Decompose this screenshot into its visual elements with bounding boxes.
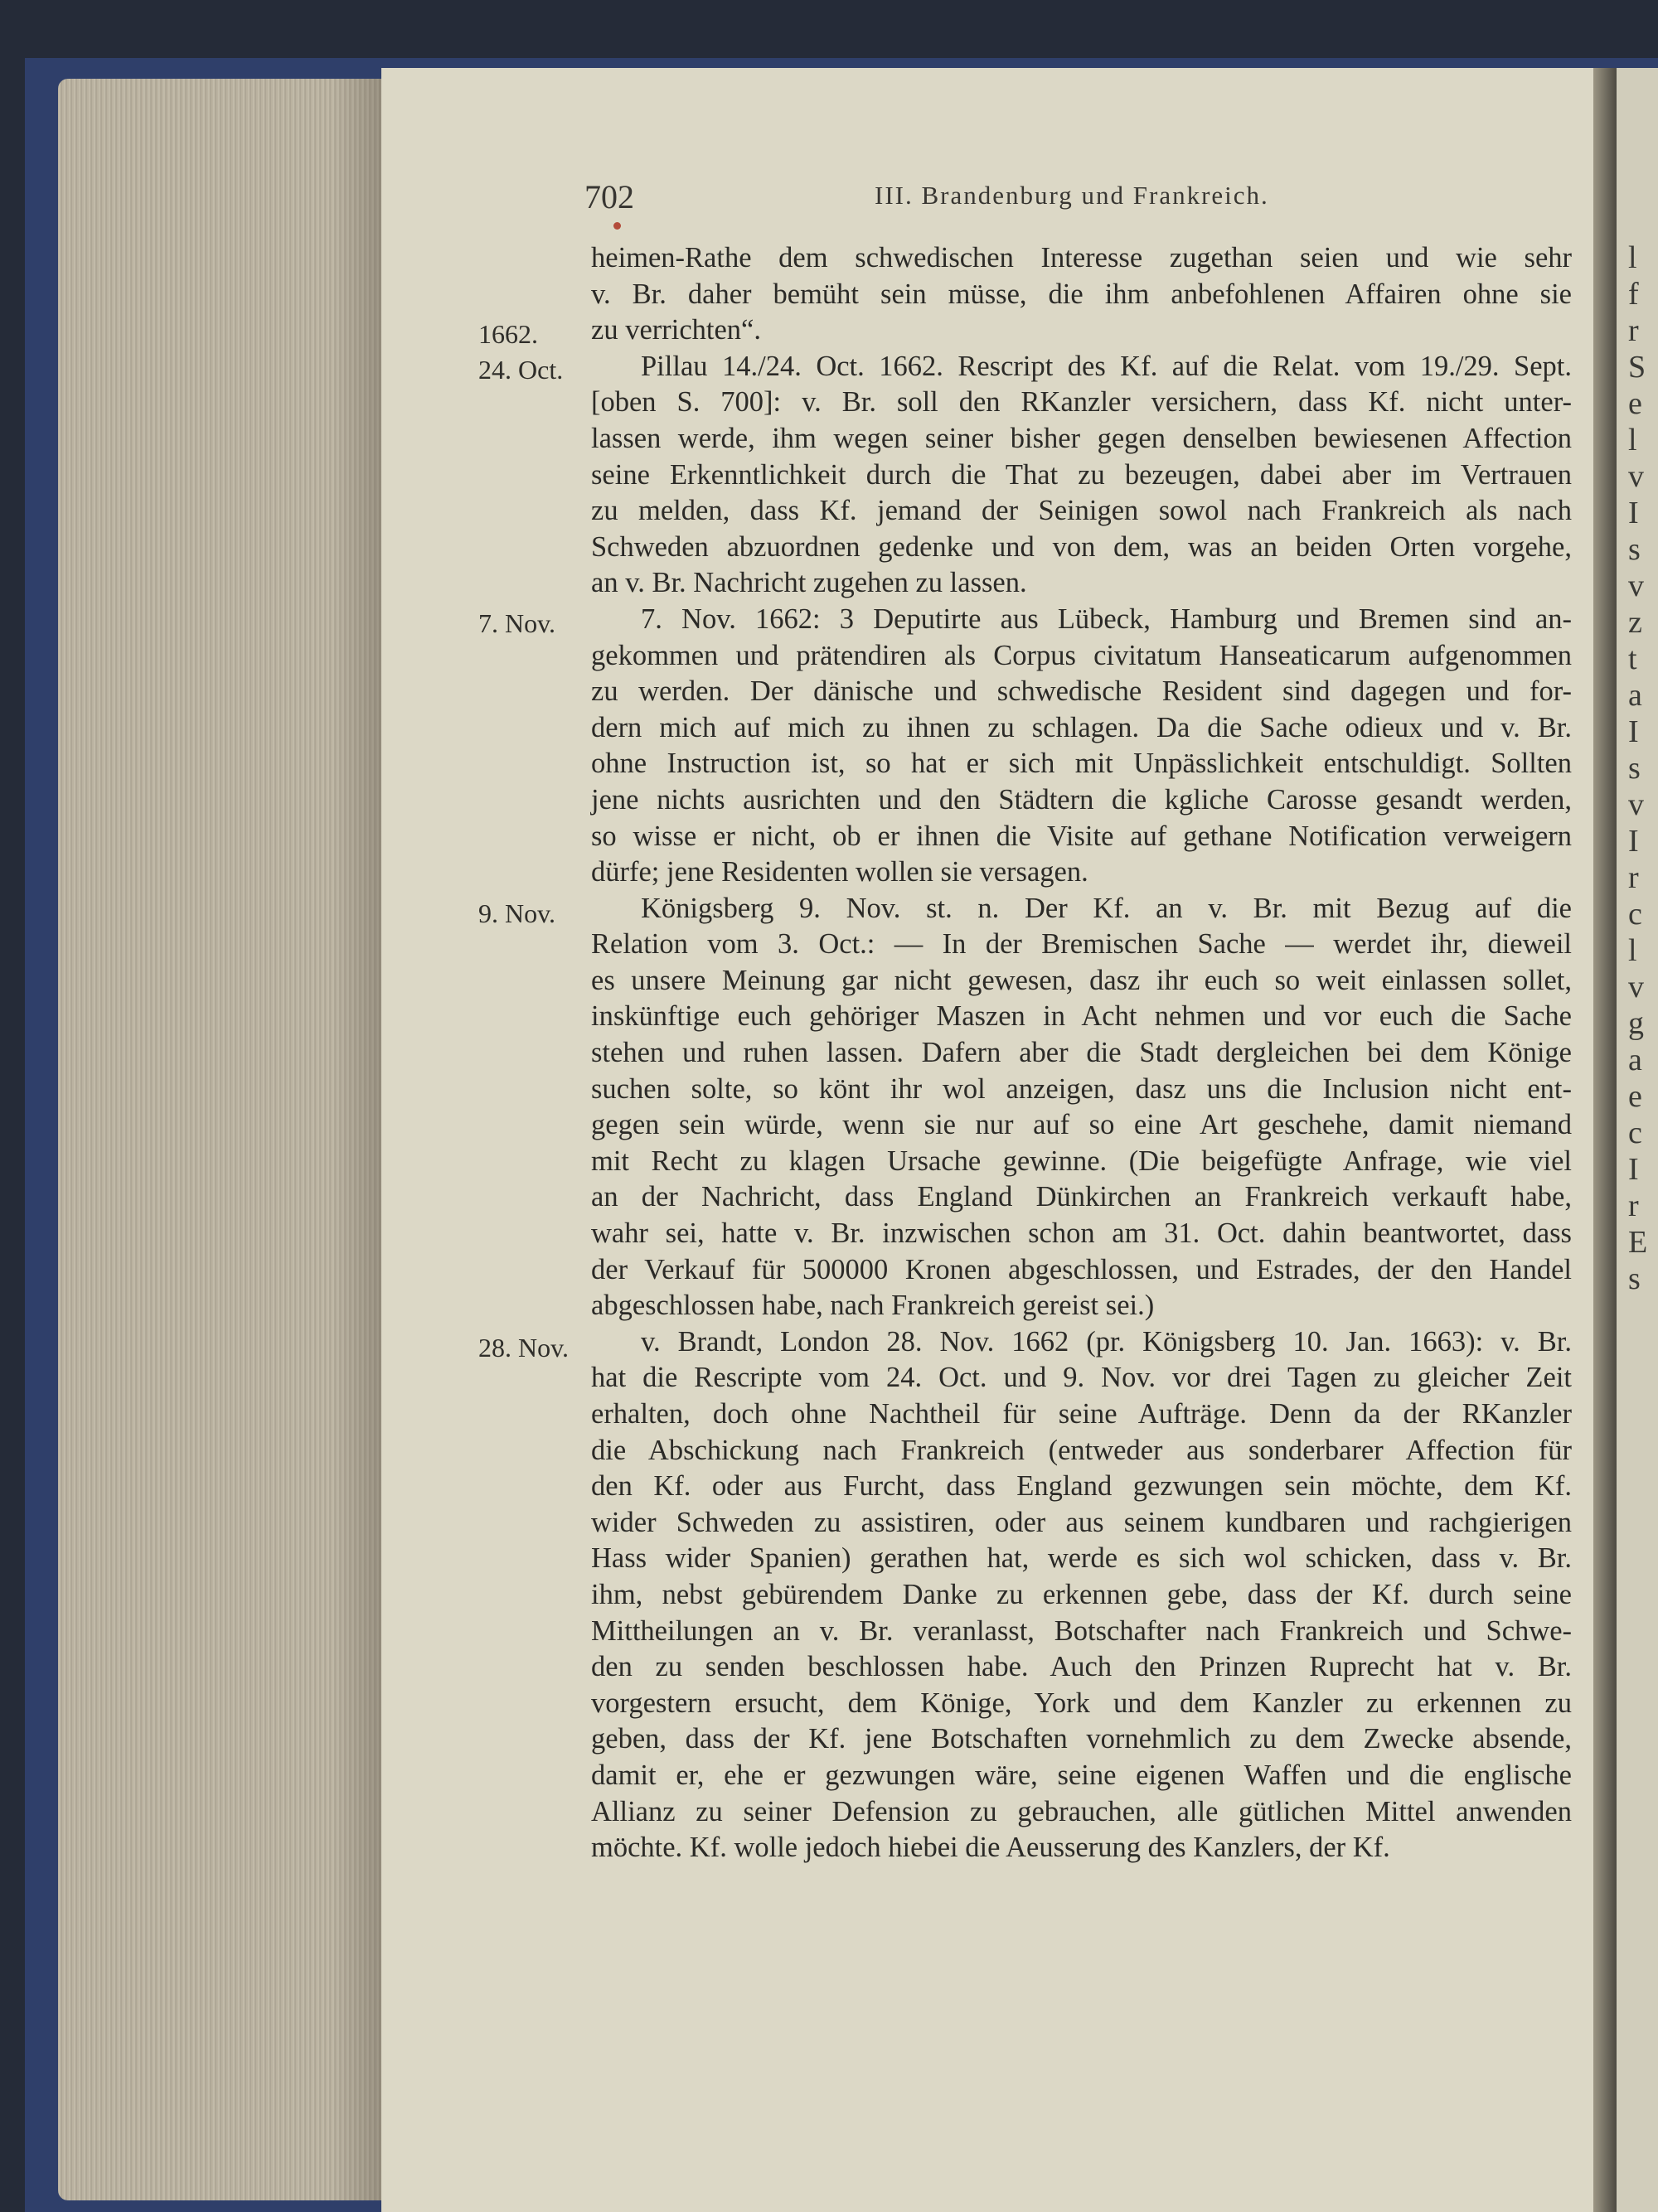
facing-page-fragment: E (1628, 1225, 1648, 1260)
facing-page-fragment: I (1628, 824, 1639, 859)
margin-date: 24. Oct. (478, 355, 564, 385)
facing-page-fragment: v (1628, 459, 1644, 494)
text-line: vorgestern ersucht, dem Könige, York und dem Kanzler zu erkennen zu (591, 1687, 1572, 1719)
margin-date: 7. Nov. (478, 608, 556, 638)
facing-page-fragment: a (1628, 678, 1642, 713)
text-line: Mittheilungen an v. Br. veranlasst, Botschafter nach Frankreich und Schwe- (591, 1614, 1572, 1647)
facing-page-fragment: z (1628, 605, 1642, 640)
facing-page-fragment: I (1628, 496, 1639, 530)
facing-page-fragment: l (1628, 933, 1637, 968)
text-line: den Kf. oder aus Furcht, dass England gezwungen sein möchte, dem Kf. (591, 1470, 1572, 1503)
text-line: der Verkauf für 500000 Kronen abgeschlossen, und Estrades, der den Handel (591, 1253, 1572, 1285)
text-line: zu verrichten“. (591, 314, 761, 346)
text-line: Königsberg 9. Nov. st. n. Der Kf. an v. Br. mit Bezug auf die (641, 892, 1572, 924)
text-line: geben, dass der Kf. jene Botschaften vornehmlich zu dem Zwecke absende, (591, 1723, 1572, 1755)
text-line: möchte. Kf. wolle jedoch hiebei die Aeusserung des Kanzlers, der Kf. (591, 1832, 1390, 1864)
text-line: dürfe; jene Residenten wollen sie versagen. (591, 856, 1088, 888)
text-line: [oben S. 700]: v. Br. soll den RKanzler versichern, dass Kf. nicht unter- (591, 386, 1572, 419)
facing-page-fragment: I (1628, 1152, 1639, 1187)
text-line: heimen-Rathe dem schwedischen Interesse zugethan seien und wie sehr (591, 242, 1572, 273)
text-line: mit Recht zu klagen Ursache gewinne. (Die beigefügte Anfrage, wie viel (591, 1145, 1572, 1177)
text-line: abgeschlossen habe, nach Frankreich gereist sei.) (591, 1290, 1155, 1322)
text-line: zu werden. Der dänische und schwedische Resident sind dagegen und for- (591, 675, 1572, 708)
facing-page-fragment: e (1628, 1079, 1642, 1114)
facing-page-fragment: r (1628, 313, 1639, 348)
facing-page-fragment: a (1628, 1043, 1642, 1077)
facing-page-fragment: I (1628, 714, 1639, 749)
facing-page-fragment: r (1628, 860, 1639, 895)
text-line: wider Schweden zu assistiren, oder aus seinem kundbaren und rachgierigen (591, 1506, 1572, 1538)
text-line: gegen sein würde, wenn sie nur auf so eine Art geschehe, damit niemand (591, 1109, 1572, 1141)
facing-page-fragment: l (1628, 423, 1637, 457)
facing-page-fragment: v (1628, 569, 1644, 603)
text-line: so wisse er nicht, ob er ihnen die Visite auf gethane Notification verweigern (591, 820, 1572, 852)
page-header (584, 177, 1579, 220)
facing-page-fragment: t (1628, 641, 1637, 676)
margin-date: 28. Nov. (478, 1333, 570, 1363)
facing-page-edge (1617, 68, 1658, 2212)
facing-page-fragment: c (1628, 897, 1642, 932)
text-line: den zu senden beschlossen habe. Auch den Prinzen Ruprecht hat v. Br. (591, 1651, 1572, 1683)
text-line: Schweden abzuordnen gedenke und von dem, was an beiden Orten vorgehe, (591, 530, 1572, 563)
book-gutter (1593, 68, 1617, 2212)
text-line: erhalten, doch ohne Nachtheil für seine Aufträge. Denn da der RKanzler (591, 1398, 1572, 1430)
facing-page-fragment: c (1628, 1116, 1642, 1150)
text-line: ihm, nebst gebürendem Danke zu erkennen gebe, dass der Kf. durch seine (591, 1578, 1572, 1610)
text-line: v. Brandt, London 28. Nov. 1662 (pr. Königsberg 10. Jan. 1663): v. Br. (641, 1325, 1572, 1358)
facing-page-fragment: r (1628, 1188, 1639, 1223)
facing-page-fragment: S (1628, 350, 1646, 385)
page-number: 702 (584, 178, 634, 215)
body-text (591, 240, 1572, 1866)
facing-page-fragment: g (1628, 1006, 1644, 1041)
text-line: suchen solte, so könt ihr wol anzeigen, dasz uns die Inclusion nicht ent- (591, 1072, 1572, 1105)
text-line: Hass wider Spanien) gerathen hat, werde es sich wol schicken, dass v. Br. (591, 1542, 1572, 1575)
margin-year: 1662. (478, 319, 538, 349)
text-line: an v. Br. Nachricht zugehen zu lassen. (591, 567, 1027, 599)
text-line: Pillau 14./24. Oct. 1662. Rescript des Kf. auf die Relat. vom 19./29. Sept. (641, 350, 1572, 382)
text-line: wahr sei, hatte v. Br. inzwischen schon am 31. Oct. dahin beantwortet, dass (591, 1217, 1572, 1250)
text-line: jene nichts ausrichten und den Städtern die kgliche Carosse gesandt werden, (591, 783, 1572, 816)
text-line: es unsere Meinung gar nicht gewesen, dasz ihr euch so weit einlassen sollet, (591, 964, 1572, 996)
text-line: inskünftige euch gehöriger Maszen in Acht nehmen und vor euch die Sache (591, 1000, 1572, 1033)
text-line: Allianz zu seiner Defension zu gebrauchen, alle gütlichen Mittel anwenden (591, 1795, 1572, 1827)
text-line: ohne Instruction ist, so hat er sich mit Unpässlichkeit entschuldigt. Sollten (591, 748, 1572, 780)
running-title: III. Brandenburg und Frankreich. (875, 181, 1269, 210)
text-line: stehen und ruhen lassen. Dafern aber die Stadt dergleichen bei dem Könige (591, 1037, 1572, 1069)
facing-page-fragment: s (1628, 751, 1641, 786)
facing-page-fragment: v (1628, 970, 1644, 1004)
ink-blot (613, 222, 621, 230)
facing-page-fragment: l (1628, 240, 1637, 275)
text-line: hat die Rescripte vom 24. Oct. und 9. Nov. vor drei Tagen zu gleicher Zeit (591, 1362, 1572, 1394)
text-line: gekommen und prätendiren als Corpus civitatum Hanseaticarum aufgenommen (591, 639, 1572, 671)
text-line: zu melden, dass Kf. jemand der Seinigen sowol nach Frankreich als nach (591, 495, 1572, 527)
text-line: lassen werde, ihm wegen seiner bisher gegen denselben bewiesenen Affection (591, 422, 1572, 454)
facing-page-fragment: v (1628, 787, 1644, 822)
text-line: v. Br. daher bemüht sein müsse, die ihm anbefohlenen Affairen ohne sie (591, 278, 1572, 310)
text-line: an der Nachricht, dass England Dünkirchen an Frankreich verkauft habe, (591, 1181, 1572, 1213)
text-line: die Abschickung nach Frankreich (entweder aus sonderbarer Affection für (591, 1434, 1572, 1466)
text-line: damit er, ehe er gezwungen wäre, seine eigenen Waffen und die englische (591, 1759, 1572, 1791)
text-line: seine Erkenntlichkeit durch die That zu bezeugen, dabei aber im Vertrauen (591, 458, 1572, 491)
margin-date: 9. Nov. (478, 898, 556, 928)
facing-page-fragment: f (1628, 277, 1639, 312)
facing-page-fragment: s (1628, 532, 1641, 567)
text-line: dern mich auf mich zu ihnen zu schlagen. Da die Sache odieux und v. Br. (591, 711, 1572, 743)
text-line: 7. Nov. 1662: 3 Deputirte aus Lübeck, Hamburg und Bremen sind an- (641, 603, 1572, 635)
facing-page-fragment: e (1628, 386, 1642, 421)
facing-page-fragment: s (1628, 1261, 1641, 1296)
text-line: Relation vom 3. Oct.: — In der Bremischen Sache — werdet ihr, dieweil (591, 928, 1572, 961)
